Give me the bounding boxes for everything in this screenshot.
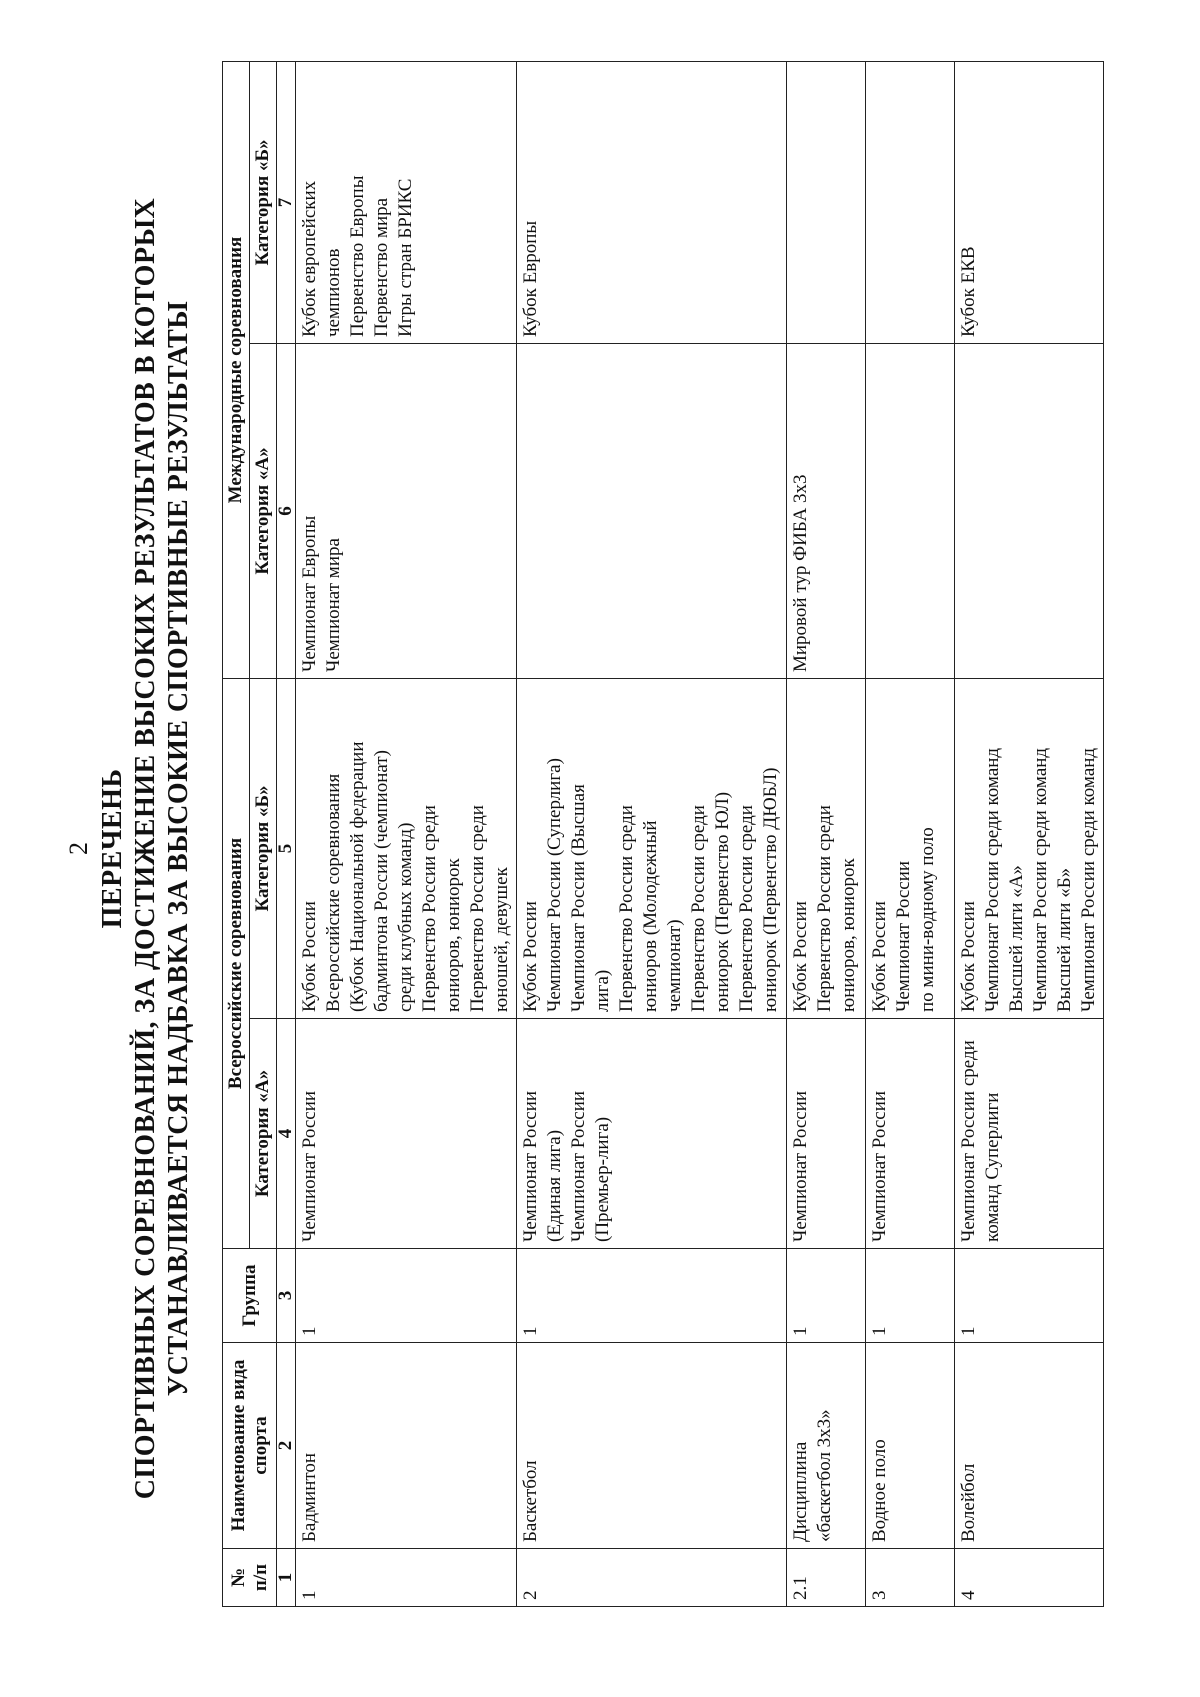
table-body [296,62,1104,1607]
header-group: Группа [223,1249,277,1343]
header-int-cat-b: Категория «Б» [250,62,277,344]
table-row [517,62,787,1607]
cell-line: Чемпионат России среди команд [982,747,1003,1012]
cell-ru-category-b [517,679,787,1019]
cell-line: Баскетбол [520,1460,541,1542]
header-ru-cat-a: Категория «А» [250,1019,277,1249]
column-number: 3 [277,1249,296,1343]
cell-number: 1 [296,1549,517,1607]
cell-line: Чемпионат России среди команд [1078,747,1099,1012]
cell-int-category-a [955,344,1104,679]
cell-line: команд Суперлиги [982,1092,1003,1242]
cell-line: Кубок европейских [299,180,320,337]
cell-ru-category-a [866,1019,955,1249]
cell-line: Чемпионат России среди команд [1030,747,1051,1012]
cell-line: Чемпионат России [790,1090,811,1242]
cell-int-category-b [955,62,1104,344]
cell-line: (Единая лига) [544,1129,565,1242]
cell-line: юниорок (Первенство ДЮБЛ) [760,767,781,1012]
cell-line: (Кубок Национальной федерации [347,741,368,1012]
cell-line: Чемпионат России (Суперлига) [544,758,565,1012]
cell-line: Кубок России [958,901,979,1012]
column-number: 2 [277,1343,296,1549]
cell-line: по мини-водному поло [917,827,938,1012]
cell-line: юниоров (Молодежный [640,820,661,1012]
cell-line: Чемпионат России (Высшая [568,784,589,1012]
cell-line: среди клубных команд) [395,822,416,1012]
cell-line: чемпионат) [664,919,685,1012]
header-international: Международные соревнования [223,62,250,679]
cell-number: 2 [517,1549,787,1607]
cell-line: Чемпионат России среди [958,1040,979,1242]
column-number: 7 [277,62,296,344]
cell-line: Кубок России [790,901,811,1012]
cell-int-category-a [866,344,955,679]
table-row [296,62,517,1607]
cell-ru-category-b [787,679,866,1019]
cell-line: Чемпионат Европы [299,515,320,672]
cell-sport-name [866,1343,955,1549]
cell-group: 1 [866,1249,955,1343]
cell-line: лига) [592,969,613,1012]
cell-line: Мировой тур ФИБА 3х3 [790,474,811,672]
cell-int-category-b [787,62,866,344]
cell-line: Чемпионат России [869,1090,890,1242]
competitions-table [222,61,1104,1607]
cell-line: Первенство России среди [419,805,440,1012]
cell-line: юниоров, юниорок [443,858,464,1012]
cell-ru-category-a [296,1019,517,1249]
cell-group: 1 [517,1249,787,1343]
cell-line: Чемпионат России [299,1090,320,1242]
cell-sport-name [517,1343,787,1549]
cell-int-category-b [517,62,787,344]
cell-line: Всероссийские соревнования [323,773,344,1012]
cell-line: Первенство России среди [814,805,835,1012]
header-sport: Наименование вида спорта [223,1343,277,1549]
cell-line: «баскетбол 3х3» [814,1409,835,1542]
column-number: 5 [277,679,296,1019]
header-int-cat-a: Категория «А» [250,344,277,679]
cell-line: Первенство России среди [467,805,488,1012]
cell-int-category-a [296,344,517,679]
column-number: 1 [277,1549,296,1607]
cell-line: Первенство России среди [688,805,709,1012]
cell-line: Кубок России [520,901,541,1012]
cell-int-category-b [296,62,517,344]
cell-line: Высшей лиги «А» [1006,865,1027,1012]
cell-line: Дисциплина [790,1441,811,1542]
cell-ru-category-a [787,1019,866,1249]
cell-line: (Премьер-лига) [592,1116,613,1242]
cell-int-category-b [866,62,955,344]
heading-title: ПЕРЕЧЕНЬ [97,768,128,929]
cell-line: Чемпионат России [520,1090,541,1242]
cell-line: юниоров, юниорок [838,858,859,1012]
cell-line: Игры стран БРИКС [395,178,416,337]
cell-group: 1 [296,1249,517,1343]
document-heading [96,0,195,1697]
heading-line-2: СПОРТИВНЫХ СОРЕВНОВАНИЙ, ЗА ДОСТИЖЕНИЕ ВЫСОКИХ РЕЗУЛЬТАТОВ В КОТОРЫХ [130,197,161,1500]
cell-ru-category-b [955,679,1104,1019]
cell-sport-name [787,1343,866,1549]
column-numbers-row [277,62,296,1607]
cell-line: Чемпионат России [893,860,914,1012]
cell-group: 1 [787,1249,866,1343]
header-all-russian: Всероссийские соревнования [223,679,250,1249]
cell-line: Первенство России среди [616,805,637,1012]
cell-group: 1 [955,1249,1104,1343]
cell-line: Первенство мира [371,197,392,337]
cell-ru-category-b [866,679,955,1019]
cell-line: чемпионов [323,248,344,337]
cell-line: Чемпионат России [568,1090,589,1242]
cell-line: Кубок ЕКВ [958,246,979,337]
cell-line: Кубок Европы [520,220,541,337]
cell-number: 2.1 [787,1549,866,1607]
column-number: 6 [277,344,296,679]
cell-line: Первенство России среди [736,805,757,1012]
table-row [866,62,955,1607]
cell-line: Высшей лиги «Б» [1054,867,1075,1012]
header-num: № п/п [223,1549,277,1607]
cell-line: Кубок России [299,901,320,1012]
cell-int-category-a [517,344,787,679]
cell-int-category-a [787,344,866,679]
cell-sport-name [296,1343,517,1549]
cell-line: Чемпионат мира [323,538,344,672]
cell-line: Кубок России [869,901,890,1012]
cell-ru-category-a [517,1019,787,1249]
cell-ru-category-b [296,679,517,1019]
cell-line: Водное поло [869,1439,890,1542]
header-ru-cat-b: Категория «Б» [250,679,277,1019]
table-row [955,62,1104,1607]
page-number: 2 [64,842,93,855]
column-number: 4 [277,1019,296,1249]
cell-line: Первенство Европы [347,175,368,337]
cell-number: 4 [955,1549,1104,1607]
heading-line-3: УСТАНАВЛИВАЕТСЯ НАДБАВКА ЗА ВЫСОКИЕ СПОРТИВНЫЕ РЕЗУЛЬТАТЫ [163,300,194,1397]
cell-sport-name [955,1343,1104,1549]
cell-line: бадминтона России (чемпионат) [371,750,392,1012]
cell-line: юношей, девушек [491,867,512,1012]
cell-number: 3 [866,1549,955,1607]
cell-line: юниорок (Первенство ЮЛ) [712,791,733,1012]
cell-line: Волейбол [958,1463,979,1542]
cell-line: Бадминтон [299,1452,320,1542]
table-row [787,62,866,1607]
cell-ru-category-a [955,1019,1104,1249]
